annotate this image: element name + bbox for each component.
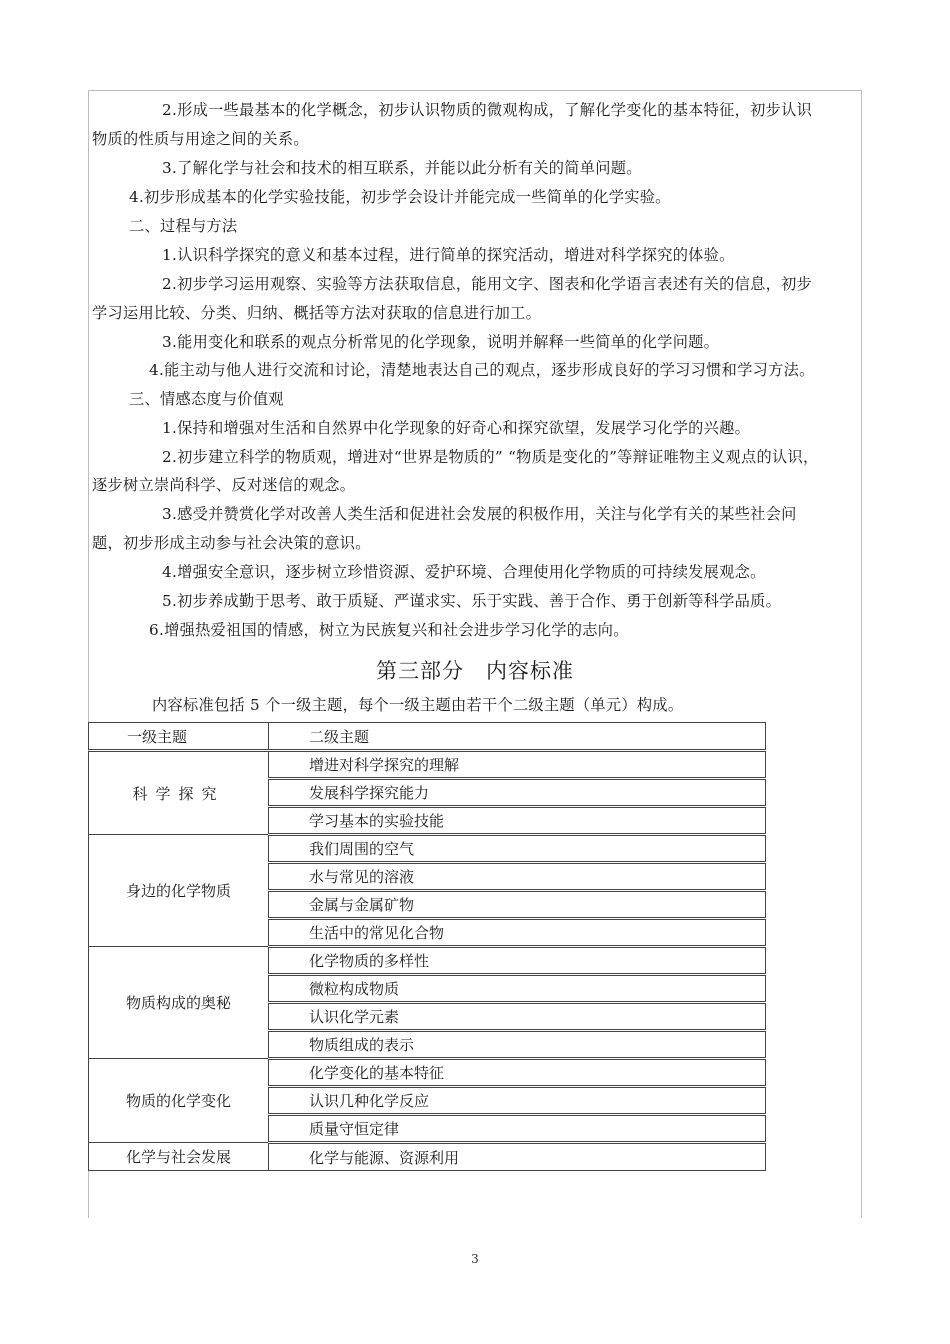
paragraph-process-3: 3.能用变化和联系的观点分析常见的化学现象，说明并解释一些简单的化学问题。: [162, 333, 720, 351]
intro-text: 内容标准包括 5 个一级主题，每个一级主题由若干个二级主题（单元）构成。: [152, 696, 684, 714]
subtopic-cell: 微粒构成物质: [269, 975, 766, 1003]
content-standard-table: [88, 722, 766, 1171]
subtopic-cell: 认识化学元素: [269, 1003, 766, 1031]
paragraph-process-1: 1.认识科学探究的意义和基本过程，进行简单的探究活动，增进对科学探究的体验。: [162, 246, 735, 264]
paragraph-attitude-1: 1.保持和增强对生活和自然界中化学现象的好奇心和探究欲望，发展学习化学的兴趣。: [162, 419, 751, 437]
paragraph-attitude-6: 6.增强热爱祖国的情感，树立为民族复兴和社会进步学习化学的志向。: [149, 621, 629, 639]
table-row: [89, 947, 766, 975]
subtopic-cell: 化学变化的基本特征: [269, 1059, 766, 1087]
subtopic-cell: 金属与金属矿物: [269, 891, 766, 919]
topic-cell: 物质的化学变化: [89, 1059, 269, 1143]
paragraph-attitude-4: 4.增强安全意识，逐步树立珍惜资源、爱护环境、合理使用化学物质的可持续发展观念。: [162, 563, 766, 581]
subtopic-cell: 我们周围的空气: [269, 835, 766, 863]
paragraph-goal-2-line1: 2.形成一些最基本的化学概念，初步认识物质的微观构成，了解化学变化的基本特征，初步认识: [162, 101, 813, 119]
topic-cell: 科学探究: [89, 751, 269, 835]
section-process-method: 二、过程与方法: [129, 217, 238, 235]
table-row: [89, 835, 766, 863]
paragraph-attitude-5: 5.初步养成勤于思考、敢于质疑、严谨求实、乐于实践、善于合作、勇于创新等科学品质。: [162, 592, 782, 610]
subtopic-cell: 质量守恒定律: [269, 1115, 766, 1143]
paragraph-process-2-line1: 2.初步学习运用观察、实验等方法获取信息，能用文字、图表和化学语言表述有关的信息，初步: [162, 275, 813, 293]
table-row: [89, 751, 766, 779]
paragraph-attitude-3-line2: 题，初步形成主动参与社会决策的意识。: [92, 534, 371, 552]
subtopic-cell: 生活中的常见化合物: [269, 919, 766, 947]
subtopic-cell: 认识几种化学反应: [269, 1087, 766, 1115]
subtopic-cell: 学习基本的实验技能: [269, 807, 766, 835]
paragraph-process-4: 4.能主动与他人进行交流和讨论，清楚地表达自己的观点，逐步形成良好的学习习惯和学习方法。: [149, 361, 815, 379]
topic-cell: 物质构成的奥秘: [89, 947, 269, 1059]
paragraph-attitude-2-line2: 逐步树立崇尚科学、反对迷信的观念。: [92, 476, 356, 494]
subtopic-cell: 化学物质的多样性: [269, 947, 766, 975]
paragraph-goal-3: 3.了解化学与社会和技术的相互联系，并能以此分析有关的简单问题。: [162, 159, 642, 177]
page-number: 3: [471, 1252, 479, 1266]
subtopic-cell: 水与常见的溶液: [269, 863, 766, 891]
table-row: [89, 1059, 766, 1087]
table-row: [89, 1143, 766, 1171]
paragraph-process-2-line2: 学习运用比较、分类、归纳、概括等方法对获取的信息进行加工。: [92, 304, 542, 322]
paragraph-goal-2-line2: 物质的性质与用途之间的关系。: [92, 130, 309, 148]
header-level1: 一级主题: [89, 723, 269, 751]
section-attitude-values: 三、情感态度与价值观: [129, 390, 284, 408]
paragraph-attitude-2-line1: 2.初步建立科学的物质观，增进对“世界是物质的” “物质是变化的”等辩证唯物主义观点的认识，: [162, 448, 819, 466]
subtopic-cell: 化学与能源、资源利用: [269, 1143, 766, 1171]
subtopic-cell: 物质组成的表示: [269, 1031, 766, 1059]
subtopic-cell: 增进对科学探究的理解: [269, 751, 766, 779]
topic-cell: 身边的化学物质: [89, 835, 269, 947]
subtopic-cell: 发展科学探究能力: [269, 779, 766, 807]
paragraph-attitude-3-line1: 3.感受并赞赏化学对改善人类生活和促进社会发展的积极作用，关注与化学有关的某些社会问: [162, 505, 797, 523]
section-heading: 第三部分 内容标准: [376, 659, 574, 683]
topic-cell: 化学与社会发展: [89, 1143, 269, 1171]
paragraph-goal-4: 4.初步形成基本的化学实验技能，初步学会设计并能完成一些简单的化学实验。: [129, 188, 671, 206]
header-level2: 二级主题: [269, 723, 766, 751]
table-header-row: [89, 723, 766, 751]
